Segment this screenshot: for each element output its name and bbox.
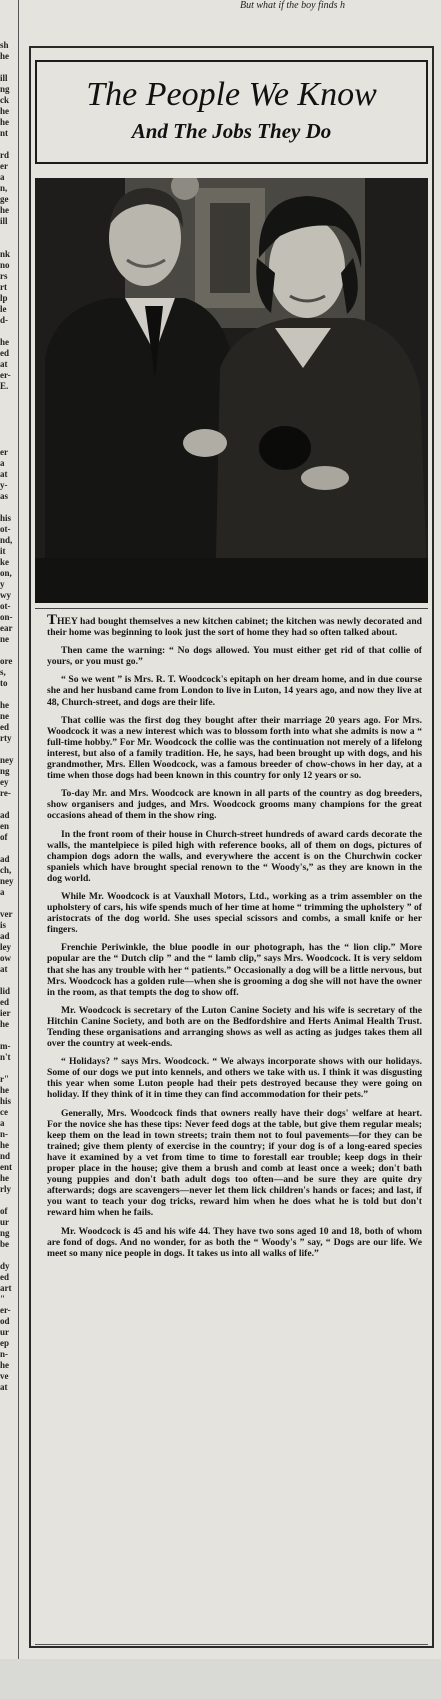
- fragment-line: of: [0, 1206, 8, 1216]
- fragment-line: [0, 799, 17, 810]
- fragment-line: [0, 403, 17, 414]
- fragment-line: ey: [0, 777, 9, 787]
- fragment-line: [0, 744, 17, 755]
- fragment-line: he: [0, 1019, 9, 1029]
- fragment-line: re-: [0, 788, 11, 798]
- fragment-line: s,: [0, 667, 6, 677]
- fragment-line: rly: [0, 1184, 11, 1194]
- fragment-line: he: [0, 51, 9, 61]
- fragment-line: en: [0, 821, 9, 831]
- fragment-line: [0, 645, 17, 656]
- fragment-line: wy: [0, 590, 11, 600]
- paragraph: While Mr. Woodcock is at Vauxhall Motors, Ltd., working as a trim assembler on the upholstery of cars, his wife spends much of her time at home “ trimming the upholstery ” of aristocrats of the dog world. She uses special scissors and combs, a small knife or her fingers.: [47, 890, 422, 936]
- paragraph: [47, 612, 422, 639]
- fragment-line: dy: [0, 1261, 10, 1271]
- fragment-line: at: [0, 469, 8, 479]
- fragment-line: ne: [0, 711, 9, 721]
- fragment-line: [0, 1250, 17, 1261]
- fragment-line: rs: [0, 271, 8, 281]
- fragment-line: [0, 975, 17, 986]
- fragment-line: ney: [0, 876, 14, 886]
- fragment-line: ot-: [0, 601, 11, 611]
- fragment-line: [0, 689, 17, 700]
- fragment-line: rt: [0, 282, 7, 292]
- fragment-line: [0, 843, 17, 854]
- headline-box: [35, 60, 428, 164]
- fragment-line: [0, 238, 17, 249]
- paragraph: Mr. Woodcock is 45 and his wife 44. They have two sons aged 10 and 18, both of whom are fond of dogs. And no wonder, for as both the “ Woody's ” say, “ Dogs are our life. We meet so many nice people in dogs. It takes us into all walks of life.”: [47, 1225, 422, 1259]
- fragment-line: ot-: [0, 524, 11, 534]
- fragment-line: [0, 436, 17, 447]
- fragment-line: art: [0, 1283, 12, 1293]
- fragment-line: ke: [0, 557, 9, 567]
- fragment-line: on,: [0, 568, 12, 578]
- fragment-line: [0, 425, 17, 436]
- fragment-line: a: [0, 458, 5, 468]
- fragment-line: at: [0, 359, 8, 369]
- fragment-line: ad: [0, 854, 10, 864]
- subheadline: And The Jobs They Do: [131, 119, 332, 143]
- fragment-line: nd: [0, 1151, 11, 1161]
- adjacent-column-fragment: [0, 0, 17, 1699]
- fragment-line: d-: [0, 315, 9, 325]
- fragment-line: he: [0, 106, 9, 116]
- fragment-line: a: [0, 172, 5, 182]
- fragment-line: lp: [0, 293, 8, 303]
- fragment-line: ed: [0, 348, 9, 358]
- paragraph: “ So we went ” is Mrs. R. T. Woodcock's epitaph on her dream home, and in due course she and her husband came from London to live in Luton, 14 years ago, and now they live at 48, Church-street, and dogs are their life.: [47, 674, 422, 708]
- paragraph: Generally, Mrs. Woodcock finds that owners really have their dogs' welfare at heart. For the novice she has these tips: Never feed dogs at the table, but give them regular meals; keep them on the lead in town streets; train them not to foul pavements—for they can be trained; give them plenty of exercise in the country; if your dog is of a long-eared species have it examined by a vet from time to time to forestall ear trouble; keep dogs in their proper place in the house; give them a brush and comb at least once a week; don't bath young puppies and don't bath adult dogs too often—and be sure they are quite dry afterwards; dogs are scavengers—never let them lick children's hands or faces; and last, if you want to teach your dog tricks, reward him when he does what he is told but don't reward him when he fails.: [47, 1107, 422, 1219]
- fragment-line: n-: [0, 1129, 9, 1139]
- fragment-line: nd,: [0, 535, 13, 545]
- fragment-line: he: [0, 1173, 9, 1183]
- fragment-line: ore: [0, 656, 13, 666]
- fragment-line: at: [0, 964, 8, 974]
- fragment-line: his: [0, 1096, 12, 1106]
- fragment-line: ck: [0, 95, 9, 105]
- fragment-line: [0, 392, 17, 403]
- fragment-line: ": [0, 1294, 5, 1304]
- fragment-line: y-: [0, 480, 8, 490]
- paragraph: To-day Mr. and Mrs. Woodcock are known in all parts of the country as dog breeders, show organisers and judges, and Mrs. Woodcock grooms many champions for the great occasions ahead of them in the show ring.: [47, 788, 422, 822]
- fragment-line: ier: [0, 1008, 11, 1018]
- fragment-line: er-: [0, 370, 11, 380]
- fragment-line: ve: [0, 1371, 9, 1381]
- fragment-line: he: [0, 1085, 9, 1095]
- fragment-line: ge: [0, 194, 9, 204]
- fragment-line: a: [0, 887, 5, 897]
- fragment-line: he: [0, 205, 9, 215]
- headline: The People We Know: [86, 76, 377, 113]
- fragment-line: rty: [0, 733, 12, 743]
- paragraph: Mr. Woodcock is secretary of the Luton Canine Society and his wife is secretary of the Hitchin Canine Society, and both are on the Bedfordshire and Herts Animal Health Trust. Tending these organisations and arranging shows as well as acting as judges takes them all over the country at week-ends.: [47, 1004, 422, 1050]
- fragment-line: ed: [0, 1272, 9, 1282]
- fragment-line: be: [0, 1239, 9, 1249]
- fragment-line: he: [0, 1360, 9, 1370]
- fragment-line: sh: [0, 40, 9, 50]
- fragment-line: no: [0, 260, 10, 270]
- adjacent-article-fragment: But what if the boy finds h: [240, 0, 345, 11]
- paragraph: Then came the warning: “ No dogs allowed. You must either get rid of that collie of yours, or you must go.”: [47, 645, 422, 668]
- fragment-line: he: [0, 337, 9, 347]
- fragment-line: nt: [0, 128, 9, 138]
- photo-rule: [35, 608, 428, 609]
- fragment-line: r": [0, 1074, 9, 1084]
- paragraph: Frenchie Periwinkle, the blue poodle in our photograph, has the “ lion clip.” More popular are the “ Dutch clip ” and the “ lamb clip,” says Mrs. Woodcock. It is very seldom that she has any trouble with her “ patients.” Occasionally a dog will be a little nervous, but Mrs. Woodcock has a golden rule—when she is grooming a dog she will not have the owner in the room, as that tempts the dog to show off.: [47, 942, 422, 998]
- fragment-line: E.: [0, 381, 9, 391]
- fragment-line: [0, 62, 17, 73]
- fragment-line: le: [0, 304, 7, 314]
- fragment-line: ear: [0, 623, 13, 633]
- fragment-line: ver: [0, 909, 13, 919]
- fragment-line: ent: [0, 1162, 12, 1172]
- fragment-line: ed: [0, 722, 9, 732]
- column-divider: [18, 0, 19, 1659]
- fragment-line: n-: [0, 1349, 9, 1359]
- fragment-line: [0, 1030, 17, 1041]
- fragment-line: ow: [0, 953, 11, 963]
- fragment-line: on-: [0, 612, 13, 622]
- fragment-line: [0, 227, 17, 238]
- drop-cap: T: [47, 612, 58, 628]
- fragment-line: ce: [0, 1107, 8, 1117]
- fragment-line: od: [0, 1316, 10, 1326]
- fragment-line: ng: [0, 84, 10, 94]
- fragment-line: it: [0, 546, 6, 556]
- fragment-line: y: [0, 579, 5, 589]
- fragment-line: m-: [0, 1041, 11, 1051]
- fragment-line: at: [0, 1382, 8, 1392]
- fragment-line: [0, 326, 17, 337]
- photo-illustration: [35, 178, 428, 603]
- paragraph-text: HEY had bought themselves a new kitchen cabinet; the kitchen was newly decorated and their home was beginning to look just the sort of home they had so often talked about.: [47, 616, 422, 639]
- fragment-line: he: [0, 700, 9, 710]
- fragment-line: [0, 1195, 17, 1206]
- fragment-line: er-: [0, 1305, 11, 1315]
- fragment-line: ad: [0, 810, 10, 820]
- fragment-line: ep: [0, 1338, 9, 1348]
- fragment-line: ne: [0, 634, 9, 644]
- fragment-line: ng: [0, 766, 10, 776]
- fragment-line: ed: [0, 997, 9, 1007]
- fragment-line: ley: [0, 942, 11, 952]
- fragment-line: a: [0, 1118, 5, 1128]
- article-body: [47, 612, 422, 1266]
- paragraph: “ Holidays? ” says Mrs. Woodcock. “ We always incorporate shows with our holidays. Some of our dogs we put into kennels, and others we take with us. I think it was disgusting this year when some Luton people had their pets destroyed because they were going on holiday. If they think of it in time they can find accommodation for their pets.”: [47, 1056, 422, 1101]
- fragment-line: er: [0, 447, 8, 457]
- fragment-line: [0, 414, 17, 425]
- fragment-line: n,: [0, 183, 8, 193]
- fragment-line: ill: [0, 73, 8, 83]
- bottom-rule: [35, 1644, 428, 1645]
- fragment-line: ng: [0, 1228, 10, 1238]
- fragment-line: ad: [0, 931, 10, 941]
- fragment-line: he: [0, 1140, 9, 1150]
- fragment-line: er: [0, 161, 8, 171]
- fragment-line: nk: [0, 249, 11, 259]
- fragment-line: [0, 502, 17, 513]
- fragment-line: ill: [0, 216, 8, 226]
- fragment-line: ur: [0, 1217, 9, 1227]
- fragment-line: ch,: [0, 865, 12, 875]
- fragment-line: of: [0, 832, 8, 842]
- fragment-line: [0, 898, 17, 909]
- fragment-line: [0, 139, 17, 150]
- paragraph: In the front room of their house in Church-street hundreds of award cards decorate the walls, the mantelpiece is piled high with reference books, all of them on dogs, pictures of champion dogs adorn the walls, and everywhere the accent is on the Churchwin cocker spaniels which have brought special renown to the “ Woody's,” as they are known in the dog world.: [47, 828, 422, 884]
- fragment-line: is: [0, 920, 7, 930]
- fragment-line: he: [0, 117, 9, 127]
- fragment-line: n't: [0, 1052, 11, 1062]
- fragment-line: to: [0, 678, 8, 688]
- paragraph: That collie was the first dog they bought after their marriage 20 years ago. For Mrs. Woodcock it was a new interest which was to blossom forth into what she admits is now a “ full-time hobby.” For Mr. Woodcock the collie was the continuation not merely of a lifelong interest, but also of a family tradition. He, he says, had been brought up with dogs, and his grandmother, Mrs. Ellen Woodcock, was a famous breeder of chow-chows in her day, at a time when those dogs had been known in this country for only 12 years or so.: [47, 714, 422, 782]
- fragment-line: [0, 1063, 17, 1074]
- fragment-line: lid: [0, 986, 11, 996]
- fragment-line: rd: [0, 150, 9, 160]
- fragment-line: his: [0, 513, 12, 523]
- fragment-line: ney: [0, 755, 14, 765]
- fragment-line: ur: [0, 1327, 9, 1337]
- couple-photograph: [35, 178, 428, 603]
- fragment-line: as: [0, 491, 9, 501]
